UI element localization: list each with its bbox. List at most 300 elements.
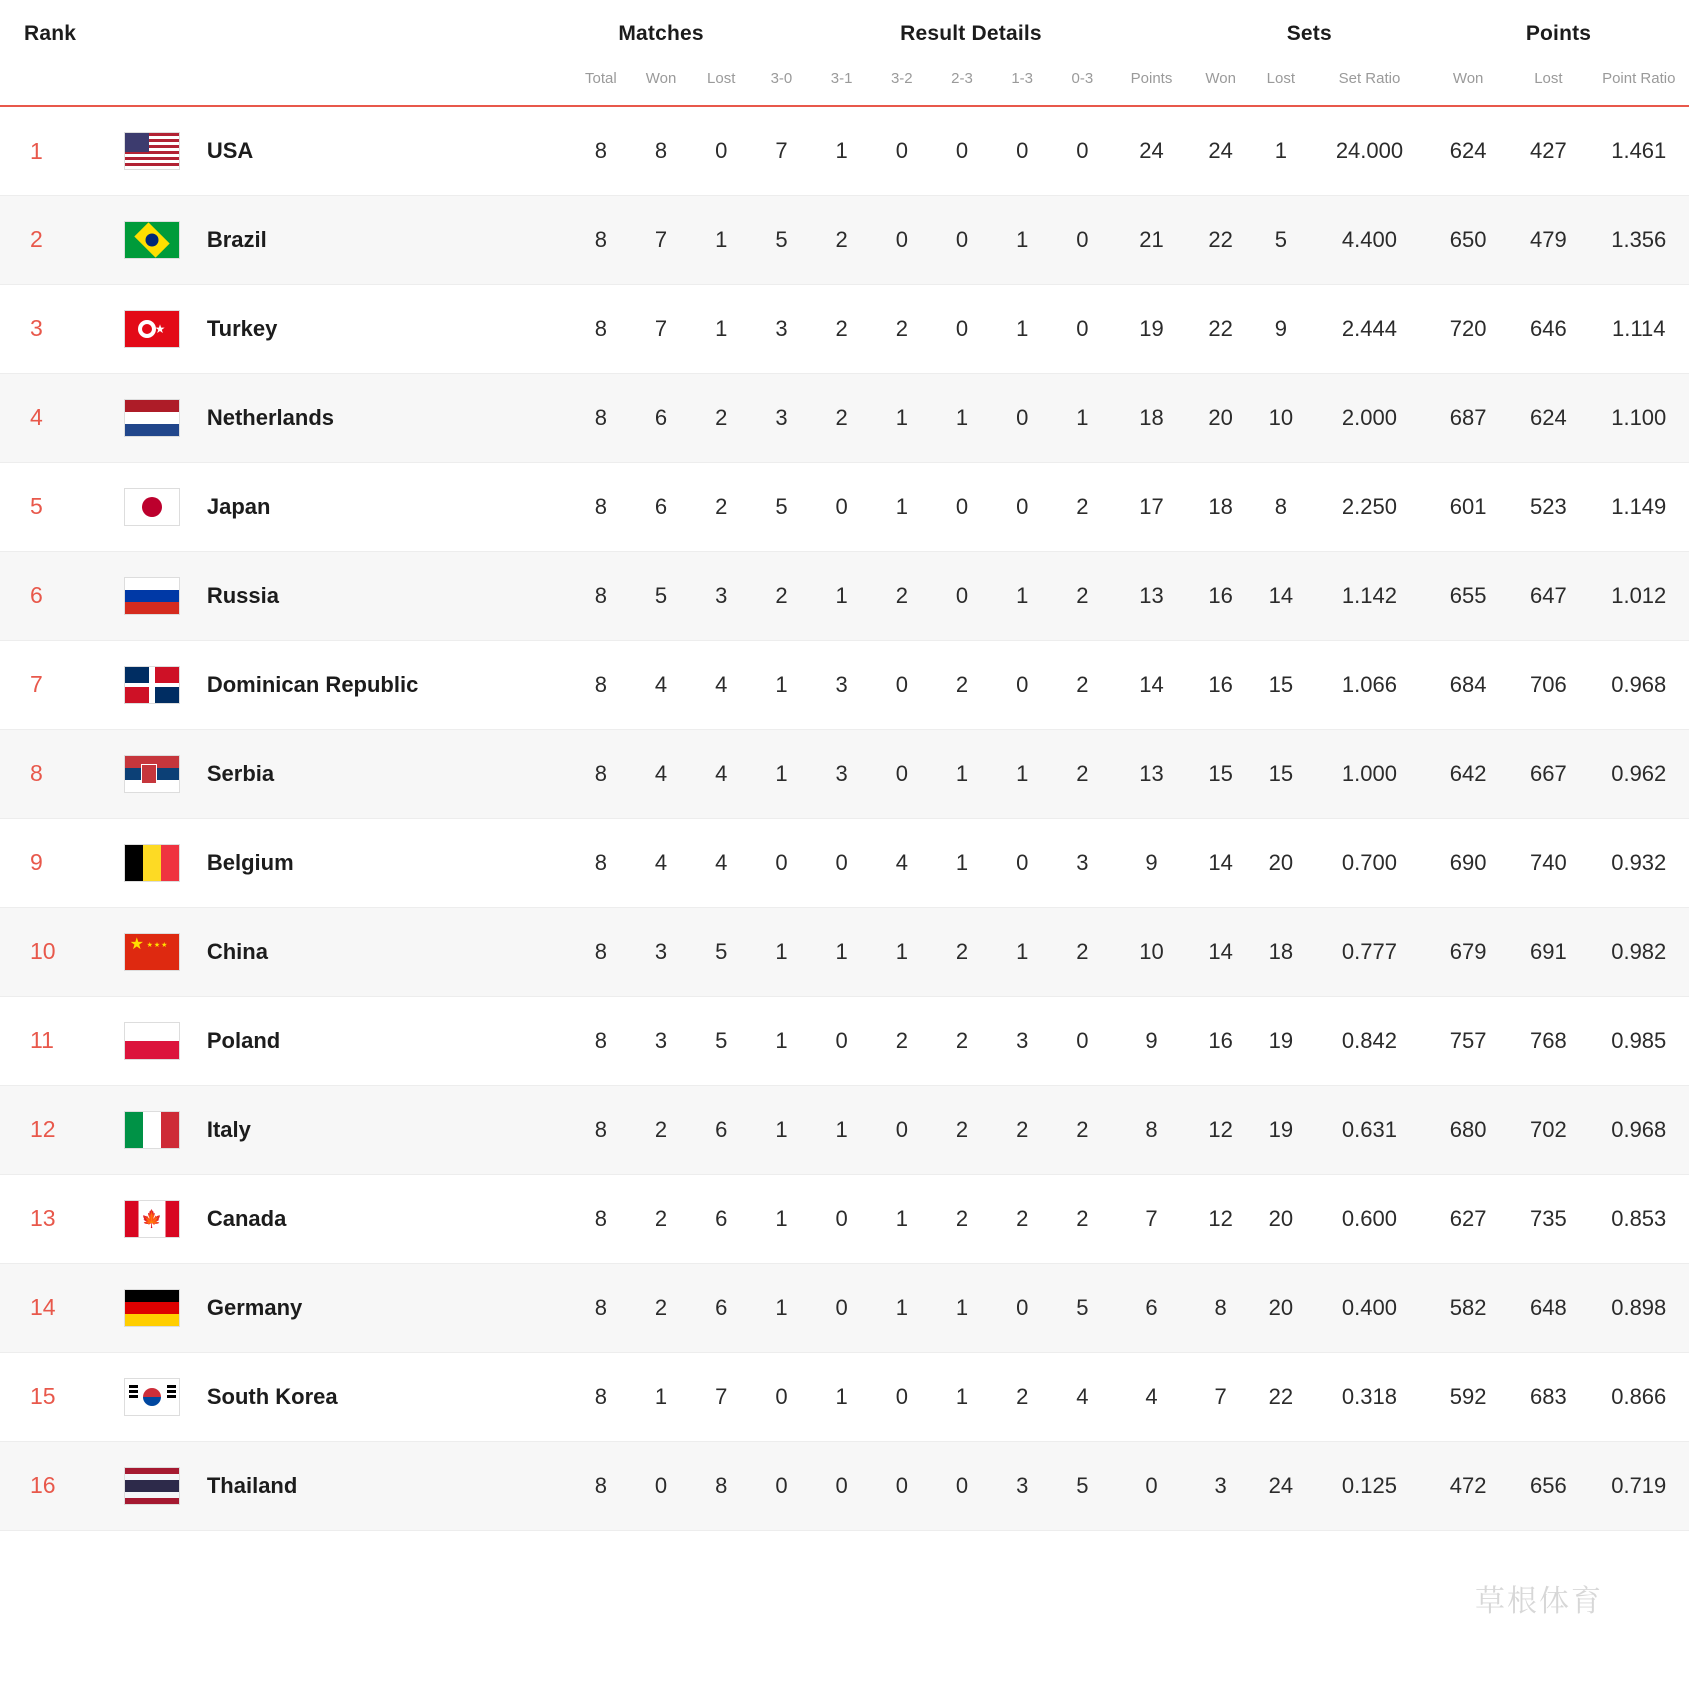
cell-1-3: 2 xyxy=(992,1352,1052,1441)
cell-1-3: 2 xyxy=(992,1085,1052,1174)
header-col-total[interactable]: Total xyxy=(585,70,617,87)
cell-3-0: 3 xyxy=(751,284,811,373)
cell-sets-won: 24 xyxy=(1191,106,1251,195)
cell-points-won: 650 xyxy=(1428,195,1508,284)
cell-sets-lost: 8 xyxy=(1251,462,1311,551)
cell-point-ratio: 0.982 xyxy=(1589,907,1689,996)
cell-sets-lost: 18 xyxy=(1251,907,1311,996)
cell-total: 8 xyxy=(571,640,631,729)
cell-3-2: 0 xyxy=(872,1352,932,1441)
cell-3-1: 1 xyxy=(812,907,872,996)
cell-3-0: 1 xyxy=(751,996,811,1085)
cell-points-lost: 735 xyxy=(1508,1174,1588,1263)
cell-match-points: 4 xyxy=(1112,1352,1190,1441)
cell-3-0: 0 xyxy=(751,818,811,907)
header-col-0-3[interactable]: 0-3 xyxy=(1071,70,1094,87)
header-col-3-0[interactable]: 3-0 xyxy=(770,70,793,87)
cell-flag xyxy=(100,373,203,462)
cell-team-name[interactable]: South Korea xyxy=(203,1352,571,1441)
header-col-3-2[interactable]: 3-2 xyxy=(890,70,913,87)
cell-team-name[interactable]: Serbia xyxy=(203,729,571,818)
header-group-points: Points xyxy=(1525,22,1592,45)
cell-match-points: 19 xyxy=(1112,284,1190,373)
cell-1-3: 3 xyxy=(992,996,1052,1085)
cell-rank: 4 xyxy=(0,373,100,462)
cell-matches-won: 7 xyxy=(631,195,691,284)
cell-total: 8 xyxy=(571,996,631,1085)
cell-3-1: 0 xyxy=(812,1174,872,1263)
cell-matches-lost: 3 xyxy=(691,551,751,640)
cell-point-ratio: 0.968 xyxy=(1589,1085,1689,1174)
cell-total: 8 xyxy=(571,1352,631,1441)
cell-flag xyxy=(100,996,203,1085)
cell-match-points: 18 xyxy=(1112,373,1190,462)
cell-matches-lost: 7 xyxy=(691,1352,751,1441)
cell-3-0: 7 xyxy=(751,106,811,195)
cell-points-lost: 479 xyxy=(1508,195,1588,284)
header-group-rank: Rank xyxy=(24,22,77,45)
cell-team-name[interactable]: Russia xyxy=(203,551,571,640)
cell-3-0: 1 xyxy=(751,1085,811,1174)
header-col-sets-won[interactable]: Won xyxy=(1205,70,1236,87)
cell-team-name[interactable]: Germany xyxy=(203,1263,571,1352)
cell-matches-won: 6 xyxy=(631,462,691,551)
header-col-3-1[interactable]: 3-1 xyxy=(830,70,853,87)
cell-0-3: 2 xyxy=(1052,1085,1112,1174)
cell-matches-lost: 1 xyxy=(691,195,751,284)
cell-matches-won: 2 xyxy=(631,1263,691,1352)
table-row[interactable] xyxy=(0,1085,1689,1174)
cell-1-3: 0 xyxy=(992,462,1052,551)
cell-sets-lost: 15 xyxy=(1251,729,1311,818)
cell-matches-won: 8 xyxy=(631,106,691,195)
cell-match-points: 24 xyxy=(1112,106,1190,195)
cell-1-3: 1 xyxy=(992,729,1052,818)
cell-3-1: 2 xyxy=(812,284,872,373)
header-group-matches: Matches xyxy=(618,22,704,45)
cell-point-ratio: 0.898 xyxy=(1589,1263,1689,1352)
cell-set-ratio: 1.000 xyxy=(1311,729,1428,818)
cell-total: 8 xyxy=(571,106,631,195)
cell-total: 8 xyxy=(571,1263,631,1352)
cell-2-3: 2 xyxy=(932,996,992,1085)
cell-points-lost: 427 xyxy=(1508,106,1588,195)
cell-sets-won: 16 xyxy=(1191,551,1251,640)
cell-3-0: 5 xyxy=(751,462,811,551)
cell-2-3: 1 xyxy=(932,1263,992,1352)
cell-0-3: 0 xyxy=(1052,195,1112,284)
cell-flag xyxy=(100,1352,203,1441)
cell-matches-won: 6 xyxy=(631,373,691,462)
cell-2-3: 0 xyxy=(932,106,992,195)
header-col-points-lost[interactable]: Lost xyxy=(1534,70,1563,87)
cell-sets-won: 14 xyxy=(1191,818,1251,907)
cell-1-3: 2 xyxy=(992,1174,1052,1263)
cell-matches-lost: 5 xyxy=(691,907,751,996)
table-body xyxy=(0,106,1689,1530)
cell-point-ratio: 0.853 xyxy=(1589,1174,1689,1263)
cell-3-1: 2 xyxy=(812,373,872,462)
cell-3-0: 1 xyxy=(751,640,811,729)
cell-0-3: 5 xyxy=(1052,1263,1112,1352)
cell-1-3: 0 xyxy=(992,373,1052,462)
header-col-rank-spacer xyxy=(0,64,100,106)
cell-1-3: 0 xyxy=(992,818,1052,907)
cell-1-3: 1 xyxy=(992,195,1052,284)
header-group-result-details: Result Details xyxy=(900,22,1042,45)
cell-total: 8 xyxy=(571,1174,631,1263)
cell-point-ratio: 1.114 xyxy=(1589,284,1689,373)
cell-points-won: 687 xyxy=(1428,373,1508,462)
cell-matches-won: 2 xyxy=(631,1174,691,1263)
cell-rank: 9 xyxy=(0,818,100,907)
cell-set-ratio: 0.631 xyxy=(1311,1085,1428,1174)
flag-netherlands-icon xyxy=(124,399,180,437)
cell-points-lost: 702 xyxy=(1508,1085,1588,1174)
cell-match-points: 14 xyxy=(1112,640,1190,729)
cell-sets-lost: 19 xyxy=(1251,996,1311,1085)
cell-total: 8 xyxy=(571,373,631,462)
cell-points-won: 642 xyxy=(1428,729,1508,818)
cell-team-name[interactable]: Japan xyxy=(203,462,571,551)
cell-sets-lost: 20 xyxy=(1251,1263,1311,1352)
cell-sets-won: 18 xyxy=(1191,462,1251,551)
cell-flag xyxy=(100,284,203,373)
cell-team-name[interactable]: Belgium xyxy=(203,818,571,907)
cell-set-ratio: 0.600 xyxy=(1311,1174,1428,1263)
header-col-matches-won[interactable]: Won xyxy=(645,70,677,87)
cell-points-lost: 740 xyxy=(1508,818,1588,907)
cell-flag xyxy=(100,195,203,284)
cell-2-3: 0 xyxy=(932,551,992,640)
cell-2-3: 1 xyxy=(932,1352,992,1441)
cell-2-3: 1 xyxy=(932,818,992,907)
cell-matches-lost: 6 xyxy=(691,1174,751,1263)
cell-2-3: 0 xyxy=(932,195,992,284)
table-row[interactable] xyxy=(0,373,1689,462)
cell-point-ratio: 0.932 xyxy=(1589,818,1689,907)
cell-matches-won: 5 xyxy=(631,551,691,640)
cell-points-lost: 683 xyxy=(1508,1352,1588,1441)
cell-0-3: 0 xyxy=(1052,106,1112,195)
cell-3-1: 0 xyxy=(812,1441,872,1530)
table-row[interactable] xyxy=(0,462,1689,551)
flag-china-icon xyxy=(124,933,180,971)
header-col-matches-lost[interactable]: Lost xyxy=(707,70,736,87)
cell-team-name[interactable]: Turkey xyxy=(203,284,571,373)
cell-0-3: 3 xyxy=(1052,818,1112,907)
cell-3-1: 3 xyxy=(812,640,872,729)
cell-matches-won: 4 xyxy=(631,729,691,818)
cell-total: 8 xyxy=(571,1441,631,1530)
table-row[interactable] xyxy=(0,640,1689,729)
cell-rank: 16 xyxy=(0,1441,100,1530)
cell-point-ratio: 1.461 xyxy=(1589,106,1689,195)
cell-rank: 11 xyxy=(0,996,100,1085)
cell-0-3: 0 xyxy=(1052,996,1112,1085)
cell-sets-lost: 9 xyxy=(1251,284,1311,373)
header-group-row xyxy=(0,0,1689,64)
cell-match-points: 9 xyxy=(1112,818,1190,907)
cell-0-3: 1 xyxy=(1052,373,1112,462)
watermark: 草根体育 xyxy=(1475,1584,1603,1619)
cell-1-3: 1 xyxy=(992,284,1052,373)
flag-dominican-icon xyxy=(124,666,180,704)
cell-points-lost: 656 xyxy=(1508,1441,1588,1530)
cell-3-1: 0 xyxy=(812,996,872,1085)
cell-set-ratio: 1.142 xyxy=(1311,551,1428,640)
cell-points-won: 680 xyxy=(1428,1085,1508,1174)
flag-poland-icon xyxy=(124,1022,180,1060)
cell-points-won: 679 xyxy=(1428,907,1508,996)
cell-3-2: 2 xyxy=(872,551,932,640)
cell-set-ratio: 0.318 xyxy=(1311,1352,1428,1441)
header-col-2-3[interactable]: 2-3 xyxy=(951,70,973,87)
cell-sets-lost: 20 xyxy=(1251,818,1311,907)
flag-italy-icon xyxy=(124,1111,180,1149)
cell-points-lost: 647 xyxy=(1508,551,1588,640)
cell-3-2: 0 xyxy=(872,1085,932,1174)
cell-matches-lost: 6 xyxy=(691,1085,751,1174)
header-col-match-points[interactable]: Points xyxy=(1130,70,1173,87)
cell-flag xyxy=(100,640,203,729)
table-row[interactable] xyxy=(0,729,1689,818)
cell-flag xyxy=(100,1263,203,1352)
flag-turkey-icon xyxy=(124,310,180,348)
cell-point-ratio: 0.866 xyxy=(1589,1352,1689,1441)
cell-1-3: 0 xyxy=(992,1263,1052,1352)
cell-3-1: 0 xyxy=(812,1263,872,1352)
cell-matches-won: 3 xyxy=(631,996,691,1085)
table-row[interactable] xyxy=(0,195,1689,284)
cell-3-0: 1 xyxy=(751,1174,811,1263)
cell-1-3: 1 xyxy=(992,907,1052,996)
cell-total: 8 xyxy=(571,551,631,640)
cell-2-3: 1 xyxy=(932,373,992,462)
cell-sets-won: 12 xyxy=(1191,1174,1251,1263)
header-col-point-ratio[interactable]: Point Ratio xyxy=(1602,70,1676,87)
cell-points-won: 624 xyxy=(1428,106,1508,195)
cell-3-0: 0 xyxy=(751,1352,811,1441)
cell-team-name[interactable]: China xyxy=(203,907,571,996)
cell-sets-won: 3 xyxy=(1191,1441,1251,1530)
cell-sets-won: 22 xyxy=(1191,195,1251,284)
table-row[interactable] xyxy=(0,284,1689,373)
header-column-row xyxy=(0,64,1689,106)
cell-flag xyxy=(100,1085,203,1174)
cell-matches-won: 1 xyxy=(631,1352,691,1441)
cell-match-points: 0 xyxy=(1112,1441,1190,1530)
cell-3-2: 0 xyxy=(872,1441,932,1530)
flag-russia-icon xyxy=(124,577,180,615)
cell-points-won: 684 xyxy=(1428,640,1508,729)
cell-point-ratio: 0.719 xyxy=(1589,1441,1689,1530)
cell-match-points: 6 xyxy=(1112,1263,1190,1352)
cell-matches-won: 0 xyxy=(631,1441,691,1530)
cell-point-ratio: 1.012 xyxy=(1589,551,1689,640)
cell-team-name[interactable]: Italy xyxy=(203,1085,571,1174)
cell-total: 8 xyxy=(571,907,631,996)
cell-matches-lost: 2 xyxy=(691,373,751,462)
cell-2-3: 2 xyxy=(932,640,992,729)
cell-points-lost: 523 xyxy=(1508,462,1588,551)
table-row[interactable] xyxy=(0,1352,1689,1441)
cell-flag xyxy=(100,818,203,907)
table-row[interactable] xyxy=(0,1441,1689,1530)
table-row[interactable] xyxy=(0,1174,1689,1263)
cell-matches-lost: 1 xyxy=(691,284,751,373)
cell-0-3: 0 xyxy=(1052,284,1112,373)
cell-sets-won: 22 xyxy=(1191,284,1251,373)
cell-match-points: 7 xyxy=(1112,1174,1190,1263)
header-col-points-won[interactable]: Won xyxy=(1452,70,1484,87)
cell-team-name[interactable]: Dominican Republic xyxy=(203,640,571,729)
cell-points-lost: 768 xyxy=(1508,996,1588,1085)
cell-point-ratio: 1.356 xyxy=(1589,195,1689,284)
cell-set-ratio: 1.066 xyxy=(1311,640,1428,729)
cell-flag xyxy=(100,106,203,195)
cell-points-won: 472 xyxy=(1428,1441,1508,1530)
cell-3-0: 1 xyxy=(751,729,811,818)
cell-points-won: 627 xyxy=(1428,1174,1508,1263)
cell-3-0: 1 xyxy=(751,907,811,996)
cell-team-name[interactable]: Canada xyxy=(203,1174,571,1263)
cell-points-lost: 706 xyxy=(1508,640,1588,729)
header-col-sets-lost[interactable]: Lost xyxy=(1266,70,1295,87)
flag-brazil-icon xyxy=(124,221,180,259)
cell-2-3: 0 xyxy=(932,462,992,551)
cell-matches-lost: 8 xyxy=(691,1441,751,1530)
cell-3-0: 0 xyxy=(751,1441,811,1530)
cell-rank: 3 xyxy=(0,284,100,373)
cell-match-points: 9 xyxy=(1112,996,1190,1085)
cell-rank: 10 xyxy=(0,907,100,996)
cell-2-3: 0 xyxy=(932,1441,992,1530)
cell-0-3: 2 xyxy=(1052,462,1112,551)
cell-sets-lost: 1 xyxy=(1251,106,1311,195)
cell-set-ratio: 2.444 xyxy=(1311,284,1428,373)
cell-3-2: 0 xyxy=(872,729,932,818)
cell-3-1: 1 xyxy=(812,1352,872,1441)
cell-3-2: 1 xyxy=(872,1263,932,1352)
cell-total: 8 xyxy=(571,462,631,551)
cell-set-ratio: 4.400 xyxy=(1311,195,1428,284)
cell-match-points: 13 xyxy=(1112,551,1190,640)
cell-rank: 15 xyxy=(0,1352,100,1441)
table-header xyxy=(0,0,1689,106)
cell-3-0: 2 xyxy=(751,551,811,640)
cell-points-lost: 624 xyxy=(1508,373,1588,462)
cell-set-ratio: 0.842 xyxy=(1311,996,1428,1085)
cell-matches-won: 2 xyxy=(631,1085,691,1174)
flag-japan-icon xyxy=(124,488,180,526)
cell-points-won: 757 xyxy=(1428,996,1508,1085)
header-col-set-ratio[interactable]: Set Ratio xyxy=(1338,70,1401,87)
cell-0-3: 5 xyxy=(1052,1441,1112,1530)
header-col-flag-spacer xyxy=(100,64,203,106)
cell-matches-lost: 5 xyxy=(691,996,751,1085)
cell-team-name[interactable]: Thailand xyxy=(203,1441,571,1530)
flag-serbia-icon xyxy=(124,755,180,793)
cell-sets-won: 12 xyxy=(1191,1085,1251,1174)
cell-points-won: 690 xyxy=(1428,818,1508,907)
cell-match-points: 17 xyxy=(1112,462,1190,551)
cell-match-points: 21 xyxy=(1112,195,1190,284)
header-col-team-spacer xyxy=(203,64,571,106)
cell-sets-won: 16 xyxy=(1191,996,1251,1085)
cell-team-name[interactable]: Poland xyxy=(203,996,571,1085)
cell-0-3: 4 xyxy=(1052,1352,1112,1441)
cell-rank: 1 xyxy=(0,106,100,195)
cell-team-name[interactable]: Netherlands xyxy=(203,373,571,462)
cell-set-ratio: 2.250 xyxy=(1311,462,1428,551)
cell-sets-won: 8 xyxy=(1191,1263,1251,1352)
cell-match-points: 10 xyxy=(1112,907,1190,996)
cell-total: 8 xyxy=(571,818,631,907)
cell-rank: 12 xyxy=(0,1085,100,1174)
cell-3-0: 1 xyxy=(751,1263,811,1352)
cell-1-3: 1 xyxy=(992,551,1052,640)
cell-3-1: 0 xyxy=(812,462,872,551)
cell-3-2: 1 xyxy=(872,373,932,462)
cell-team-name[interactable]: Brazil xyxy=(203,195,571,284)
cell-1-3: 0 xyxy=(992,640,1052,729)
cell-match-points: 13 xyxy=(1112,729,1190,818)
cell-rank: 7 xyxy=(0,640,100,729)
cell-rank: 5 xyxy=(0,462,100,551)
cell-0-3: 2 xyxy=(1052,729,1112,818)
cell-points-lost: 648 xyxy=(1508,1263,1588,1352)
cell-rank: 2 xyxy=(0,195,100,284)
cell-sets-lost: 24 xyxy=(1251,1441,1311,1530)
table-row[interactable] xyxy=(0,996,1689,1085)
cell-3-2: 2 xyxy=(872,284,932,373)
header-col-1-3[interactable]: 1-3 xyxy=(1011,70,1034,87)
cell-total: 8 xyxy=(571,284,631,373)
cell-points-won: 601 xyxy=(1428,462,1508,551)
cell-3-0: 3 xyxy=(751,373,811,462)
flag-thailand-icon xyxy=(124,1467,180,1505)
cell-3-1: 3 xyxy=(812,729,872,818)
cell-points-won: 582 xyxy=(1428,1263,1508,1352)
cell-sets-lost: 14 xyxy=(1251,551,1311,640)
cell-3-1: 0 xyxy=(812,818,872,907)
cell-set-ratio: 0.400 xyxy=(1311,1263,1428,1352)
cell-matches-lost: 4 xyxy=(691,729,751,818)
cell-matches-won: 7 xyxy=(631,284,691,373)
cell-team-name[interactable]: USA xyxy=(203,106,571,195)
table-row[interactable] xyxy=(0,1263,1689,1352)
cell-3-2: 2 xyxy=(872,996,932,1085)
header-group-sets: Sets xyxy=(1286,22,1332,45)
table-row[interactable] xyxy=(0,551,1689,640)
table-row[interactable] xyxy=(0,818,1689,907)
cell-sets-won: 15 xyxy=(1191,729,1251,818)
cell-set-ratio: 0.777 xyxy=(1311,907,1428,996)
cell-flag xyxy=(100,729,203,818)
cell-sets-lost: 15 xyxy=(1251,640,1311,729)
cell-rank: 8 xyxy=(0,729,100,818)
cell-3-2: 1 xyxy=(872,1174,932,1263)
flag-southkorea-icon xyxy=(124,1378,180,1416)
table-row[interactable] xyxy=(0,106,1689,195)
cell-set-ratio: 0.700 xyxy=(1311,818,1428,907)
cell-set-ratio: 24.000 xyxy=(1311,106,1428,195)
cell-sets-lost: 20 xyxy=(1251,1174,1311,1263)
cell-sets-lost: 22 xyxy=(1251,1352,1311,1441)
cell-point-ratio: 1.100 xyxy=(1589,373,1689,462)
table-row[interactable] xyxy=(0,907,1689,996)
